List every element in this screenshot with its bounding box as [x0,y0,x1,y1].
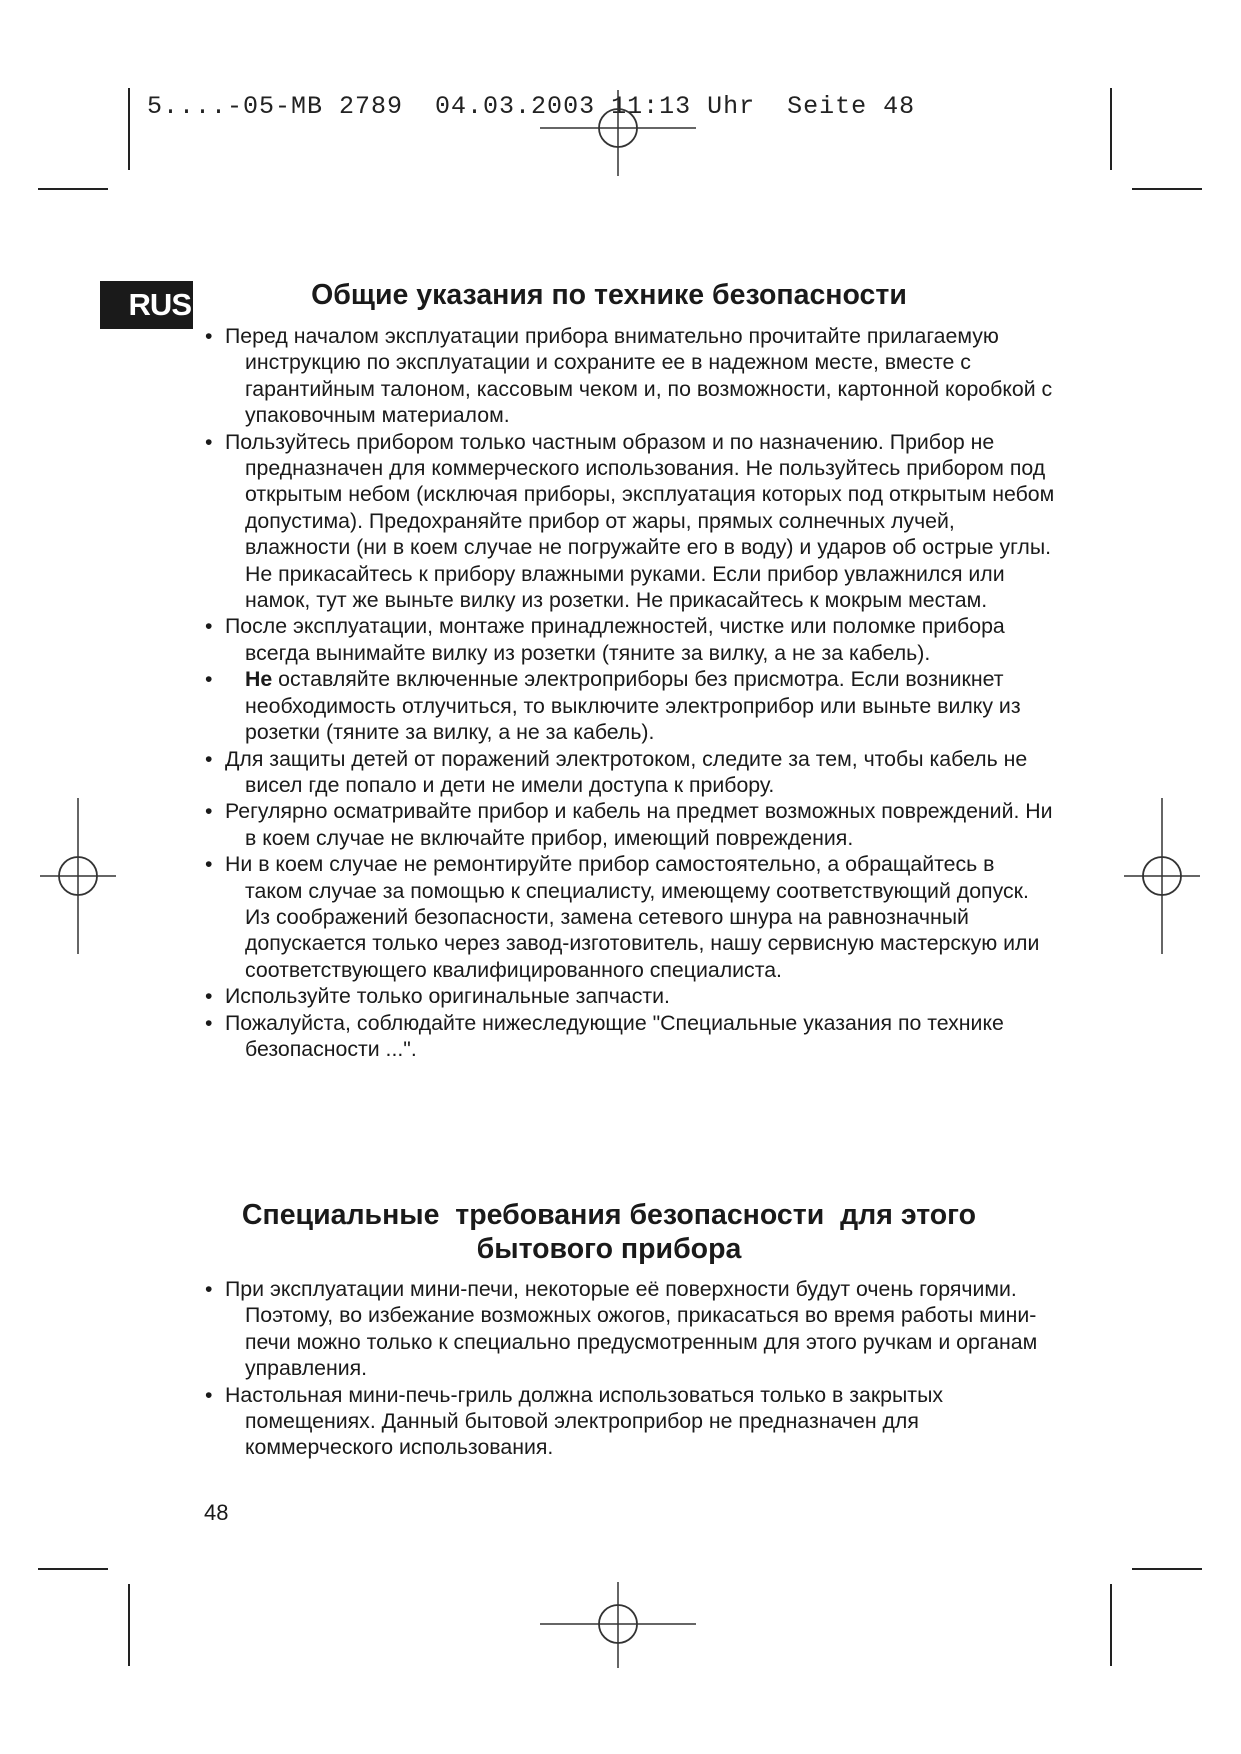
list-item: • После эксплуатации, монтаже принадлежностей, чистке или поломке прибора всегда вынимайте вилку из розетки (тяните за вилку, а не за кабель). [205,613,1055,666]
crop-mark [38,188,108,190]
list-item: • Пожалуйста, соблюдайте нижеследующие "Специальные указания по технике безопасности ...". [205,1010,1055,1063]
list-item-text: оставляйте включенные электроприборы без присмотра. Если возникнет необходимость отлучиться, то выключите электроприбор или выньте вилку из розетки (тяните за вилку, а не за кабель). [245,667,1021,745]
list-item: • Перед началом эксплуатации прибора внимательно прочитайте прилагаемую инструкцию по эксплуатации и сохраните ее в надежном месте, вместе с гарантийным талоном, кассовым чеком и, по возможности, картонной коробкой с упаковочным материалом. [205,323,1055,429]
language-tab: RUS [100,281,193,329]
crop-mark [38,1568,108,1570]
list-item-bold-word: Не [245,667,273,692]
list-item: • Ни в коем случае не ремонтируйте прибор самостоятельно, а обращайтесь в таком случае за помощью к специалисту, имеющему соответствующий допуск. Из соображений безопасности, замена сетевого шнура на равнозначный допускается только через завод-изготовитель, нашу сервисную мастерскую или соответствующего квалифицированного специалиста. [205,851,1055,983]
list-item: • Используйте только оригинальные запчасти. [205,983,1055,1009]
list-item: • Для защиты детей от поражений электротоком, следите за тем, чтобы кабель не висел где попало и дети не имели доступа к прибору. [205,746,1055,799]
print-header: 5....-05-MB 2789 04.03.2003 11:13 Uhr Seite 48 [147,92,916,121]
page-number: 48 [204,1500,229,1525]
special-requirements-list [205,1276,1055,1461]
list-item: • Настольная мини-печь-гриль должна использоваться только в закрытых помещениях. Данный бытовой электроприбор не предназначен для коммерческого использования. [205,1382,1055,1461]
section-title-line: бытового прибора [476,1233,742,1265]
list-item: • Пользуйтесь прибором только частным образом и по назначению. Прибор не предназначен для коммерческого использования. Не пользуйтесь прибором под открытым небом (исключая приборы, эксплуатация которых под открытым небом допустима). Предохраняйте прибор от жары, прямых солнечных лучей, влажности (ни в коем случае не погружайте его в воду) и ударов об острые углы. Не прикасайтесь к прибору влажными руками. Если прибор увлажнился или намок, тут же выньте вилку из розетки. Не прикасайтесь к мокрым местам. [205,429,1055,614]
registration-mark-icon [1122,796,1202,956]
registration-mark-icon [38,796,118,956]
section-title-special-requirements [200,1198,1018,1266]
crop-mark [128,88,130,170]
crop-mark [1132,188,1202,190]
crop-mark [128,1584,130,1666]
list-item [205,666,1055,745]
crop-mark [1110,1584,1112,1666]
section-title-line: Специальные требования безопасности для этого [241,1199,977,1231]
list-item: • Регулярно осматривайте прибор и кабель на предмет возможных повреждений. Ни в коем случае не включайте прибор, имеющий повреждения. [205,798,1055,851]
registration-mark-icon [538,1580,698,1670]
crop-mark [1110,88,1112,170]
general-safety-list [205,323,1055,1062]
registration-mark-icon [538,88,698,178]
section-title-general-safety: Общие указания по технике безопасности [311,279,907,311]
crop-mark [1132,1568,1202,1570]
list-item: • При эксплуатации мини-печи, некоторые её поверхности будут очень горячими. Поэтому, во избежание возможных ожогов, прикасаться во время работы мини-печи можно только к специально предусмотренным для этого ручкам и органам управления. [205,1276,1055,1382]
